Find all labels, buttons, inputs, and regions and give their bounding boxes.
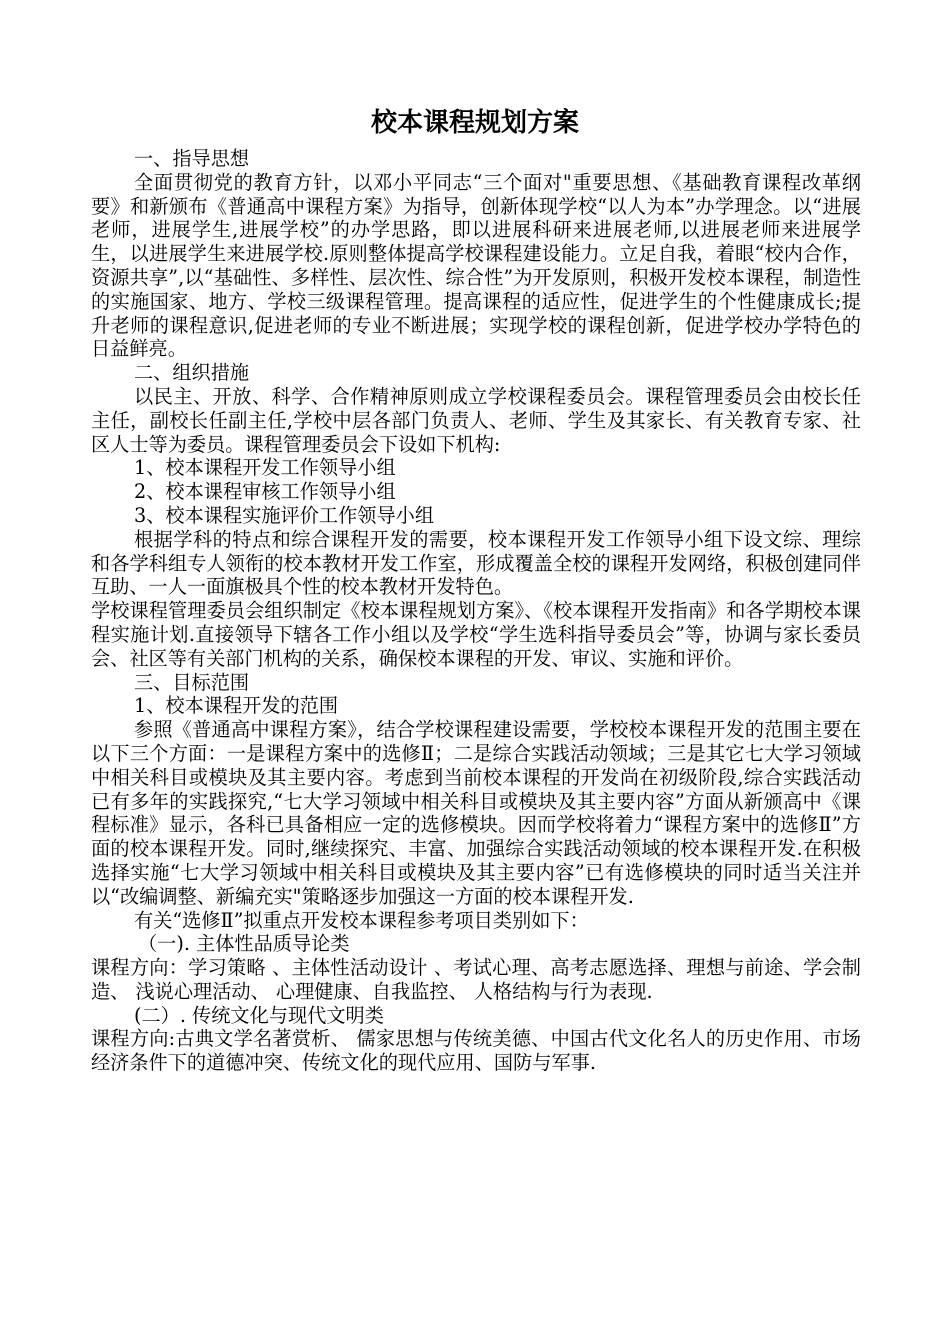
paragraph: 1、校本课程开发的范围 bbox=[134, 694, 339, 718]
paragraph: 课程方向:古典文学名著赏析、 儒家思想与传统美德、中国古代文化名人的历史作用、市场经济条件下的道德冲突、传统文化的现代应用、国防与军事. bbox=[91, 1027, 861, 1075]
paragraph: 参照《普通高中课程方案》，结合学校课程建设需要，学校校本课程开发的范围主要在以下三个方面：一是课程方案中的选修Ⅱ；二是综合实践活动领域；三是其它七大学习领域中相关科目或模块及其主要内容。考虑到当前校本课程的开发尚在初级阶段,综合实践活动已有多年的实践探究,“七大学习领域中相关科目或模块及其主要内容”方面从新颁高中《课程标准》显示，各科已具备相应一定的选修模块。因而学校将着力“课程方案中的选修Ⅱ”方面的校本课程开发。同时,继续探究、丰富、加强综合实践活动领域的校本课程开发.在积极选择实施“七大学习领域中相关科目或模块及其主要内容”已有选修模块的同时适当关注并以“改编调整、新编充实"策略逐步加强这一方面的校本课程开发. bbox=[91, 718, 861, 908]
paragraph: 全面贯彻党的教育方针，以邓小平同志“三个面对"重要思想、《基础教育课程改革纲要》和新颁布《普通高中课程方案》为指导，创新体现学校“以人为本”办学理念。以“进展老师，进展学生,进展学校”的办学思路，即以进展科研来进展老师,以进展老师来进展学生，以进展学生来进展学校.原则整体提高学校课程建设能力。立足自我，着眼“校内合作，资源共享”,以“基础性、多样性、层次性、综合性”为开发原则，积极开发校本课程，制造性的实施国家、地方、学校三级课程管理。提高课程的适应性，促进学生的个性健康成长;提升老师的课程意识,促进老师的专业不断进展；实现学校的课程创新，促进学校办学特色的日益鲜亮。 bbox=[91, 170, 861, 361]
document-body bbox=[91, 147, 861, 1075]
paragraph: 三、目标范围 bbox=[134, 670, 250, 694]
paragraph: 学校课程管理委员会组织制定《校本课程规划方案》、《校本课程开发指南》和各学期校本课程实施计划.直接领导下辖各工作小组以及学校“学生选科指导委员会”等，协调与家长委员会、社区等有关部门机构的关系，确保校本课程的开发、审议、实施和评价。 bbox=[91, 599, 861, 670]
paragraph: 课程方向：学习策略 、主体性活动设计 、考试心理、高考志愿选择、理想与前途、学会制造、 浅说心理活动、 心理健康、自我监控、 人格结构与行为表现. bbox=[91, 956, 861, 1003]
paragraph: 2、校本课程审核工作领导小组 bbox=[134, 480, 396, 504]
paragraph: 3、校本课程实施评价工作领导小组 bbox=[134, 503, 435, 527]
paragraph: 一、指导思想 bbox=[134, 147, 250, 170]
paragraph: 以民主、开放、科学、合作精神原则成立学校课程委员会。课程管理委员会由校长任主任，副校长任副主任,学校中层各部门负责人、老师、学生及其家长、有关教育专家、社区人士等为委员。课程管理委员会下设如下机构: bbox=[91, 384, 861, 456]
paragraph: 根据学科的特点和综合课程开发的需要，校本课程开发工作领导小组下设文综、理综和各学科组专人领衔的校本教材开发工作室，形成覆盖全校的课程开发网络，积极创建同伴互助、一人一面旗极具个性的校本教材开发特色。 bbox=[91, 527, 861, 599]
paragraph: （一). 主体性品质导论类 bbox=[138, 932, 350, 956]
document-title: 校本课程规划方案 bbox=[370, 108, 579, 138]
paragraph: 二、组织措施 bbox=[134, 361, 250, 385]
paragraph: (二）. 传统文化与现代文明类 bbox=[134, 1003, 384, 1027]
paragraph: 有关“选修Ⅱ”拟重点开发校本课程参考项目类别如下： bbox=[134, 908, 589, 932]
paragraph: 1、校本课程开发工作领导小组 bbox=[134, 456, 396, 480]
